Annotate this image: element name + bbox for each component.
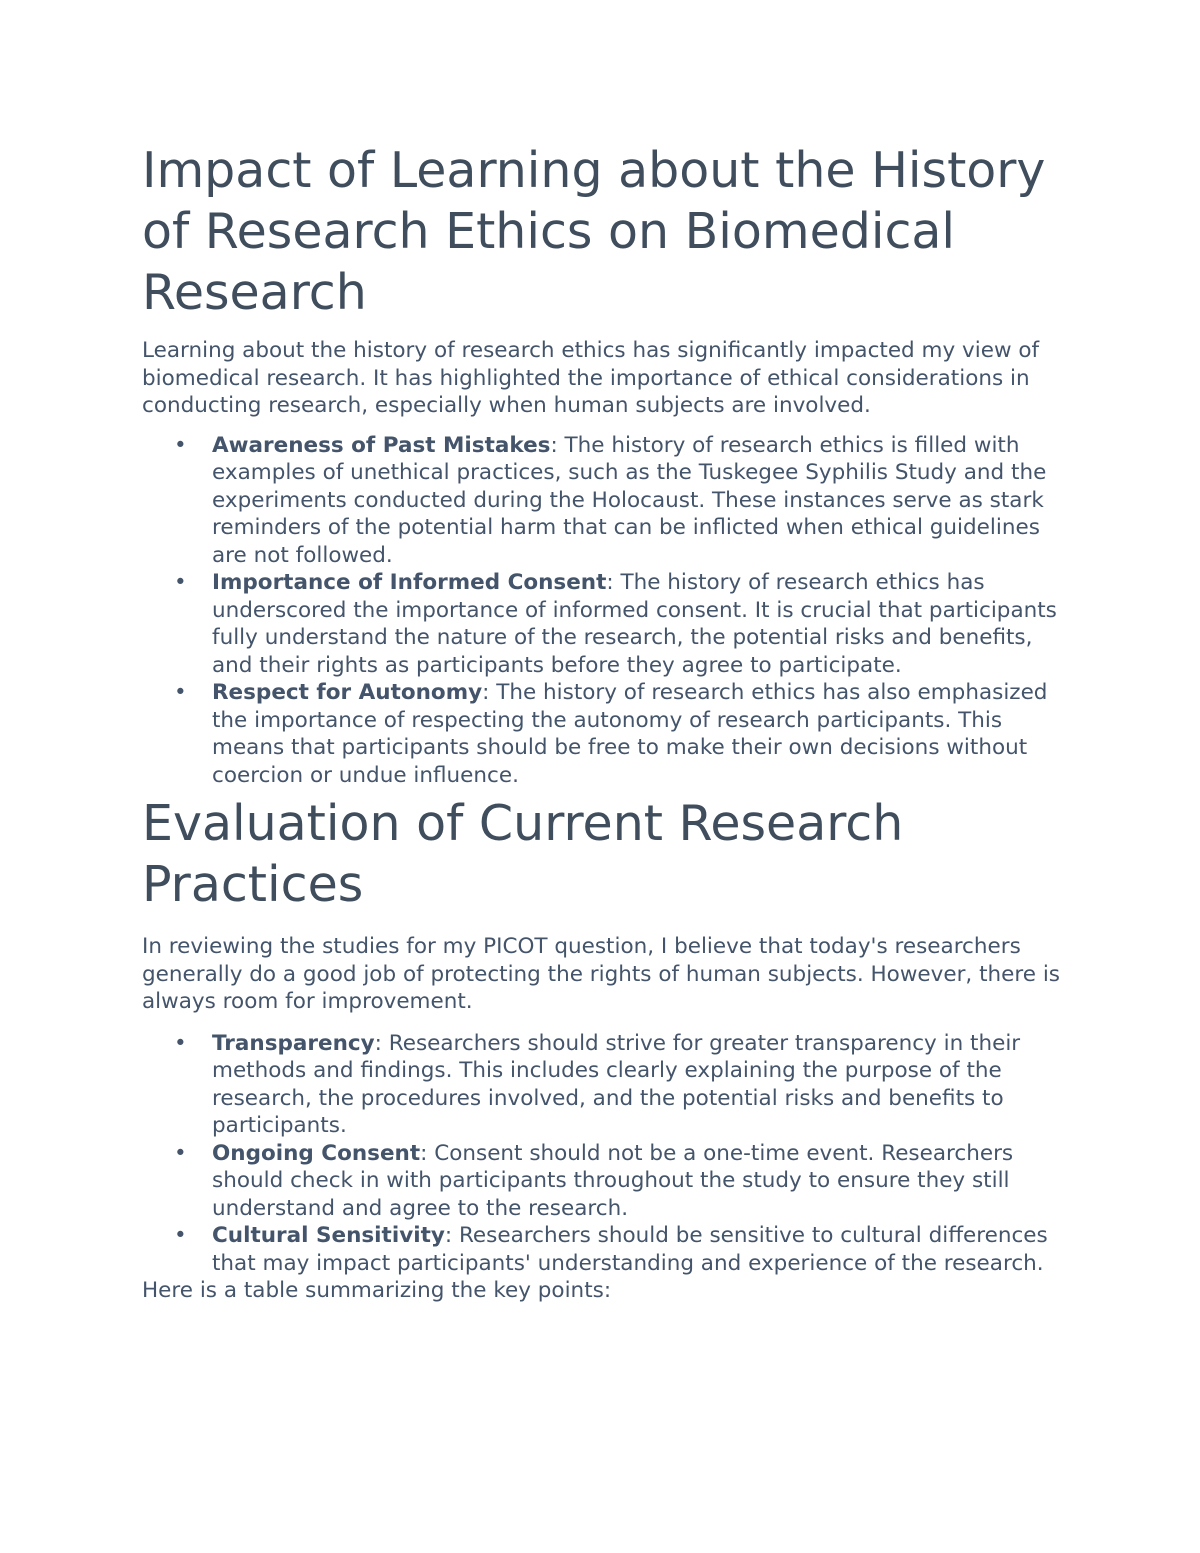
- bullet-icon: •: [174, 1140, 187, 1166]
- bullet-icon: •: [174, 680, 187, 705]
- bullet-term: Ongoing Consent: [212, 1140, 421, 1166]
- bullet-icon: •: [174, 570, 187, 595]
- bullet-text: : The history of research ethics has underscored the importance of informed consent. It is crucial that participants fully understand the nature of the research, the potential risks and benefits, and their rights as participants before they agree to participate.: [212, 570, 1057, 678]
- bullet-text: : Researchers should strive for greater transparency in their methods and findings. This includes clearly explaining the purpose of the research, the procedures involved, and the potential risks and benefits to participants.: [212, 1030, 1021, 1138]
- bullet-term: Respect for Autonomy: [212, 680, 483, 705]
- bullet-text: : The history of research ethics has also emphasized the importance of respecting the autonomy of research participants. This means that participants should be free to make their own decisions without coercion or undue influence.: [212, 680, 1048, 788]
- section2-bullet-list: [142, 1030, 1072, 1278]
- table-intro-text: Here is a table summarizing the key points:: [142, 1278, 612, 1303]
- bullet-term: Transparency: [212, 1030, 375, 1056]
- bullet-term: Importance of Informed Consent: [212, 570, 607, 595]
- list-item: [142, 432, 1072, 570]
- bullet-icon: •: [174, 1030, 187, 1056]
- list-item: [142, 1030, 1072, 1140]
- bullet-icon: •: [174, 1223, 187, 1248]
- section2-intro: In reviewing the studies for my PICOT question, I believe that today's researchers generally do a good job of protecting the rights of human subjects. However, there is always room for improvement.: [142, 934, 1060, 1014]
- bullet-text: : Researchers should be sensitive to cultural differences that may impact participants' understanding and experience of the research.: [212, 1223, 1048, 1276]
- bullet-icon: •: [174, 432, 187, 458]
- bullet-term: Cultural Sensitivity: [212, 1223, 445, 1248]
- section1-bullet-list: [142, 432, 1072, 790]
- section1-heading: Impact of Learning about the History of Research Ethics on Biomedical Research: [142, 142, 1046, 321]
- section2-heading: Evaluation of Current Research Practices: [142, 795, 904, 913]
- list-item: [142, 679, 1072, 789]
- document-page: [142, 140, 1072, 1305]
- list-item: [142, 1140, 1072, 1223]
- section1-intro: Learning about the history of research ethics has significantly impacted my view of biomedical research. It has highlighted the importance of ethical considerations in conducting research, especially when human subjects are involved.: [142, 338, 1040, 418]
- bullet-text: : The history of research ethics is filled with examples of unethical practices, such as the Tuskegee Syphilis Study and the experiments conducted during the Holocaust. These instances serve as stark reminders of the potential harm that can be inflicted when ethical guidelines are not followed.: [212, 432, 1047, 568]
- list-item: [142, 569, 1072, 679]
- bullet-term: Awareness of Past Mistakes: [212, 432, 551, 458]
- bullet-text: : Consent should not be a one-time event. Researchers should check in with participants throughout the study to ensure they still understand and agree to the research.: [212, 1140, 1014, 1221]
- list-item: [142, 1222, 1072, 1277]
